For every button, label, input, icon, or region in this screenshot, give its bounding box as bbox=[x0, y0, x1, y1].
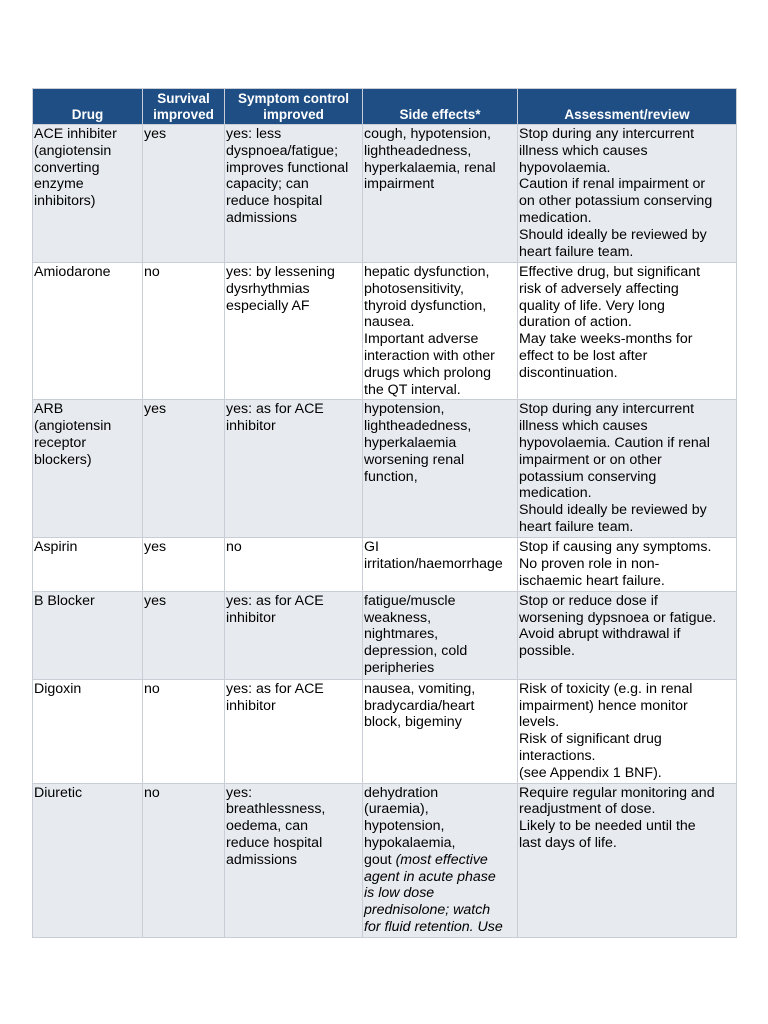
cell-symptom: yes: by lessening dysrhythmias especially AF bbox=[225, 263, 363, 400]
cell-side-effects: dehydration (uraemia), hypotension, hypokalaemia, gout (most effective agent in acute phase is low dose prednisolone; watch for fluid retention. Use bbox=[363, 783, 518, 937]
table-row bbox=[33, 679, 737, 783]
cell-side-effects: fatigue/muscle weakness, nightmares, depression, cold peripheries bbox=[363, 591, 518, 679]
drug-comparison-table bbox=[32, 88, 737, 938]
cell-survival: no bbox=[143, 783, 225, 937]
table-row bbox=[33, 591, 737, 679]
cell-assessment: Risk of toxicity (e.g. in renal impairment) hence monitor levels. Risk of significant drug interactions. (see Appendix 1 BNF). bbox=[518, 679, 737, 783]
cell-symptom: yes: as for ACE inhibitor bbox=[225, 400, 363, 538]
cell-assessment: Stop during any intercurrent illness which causes hypovolaemia. Caution if renal impairment or on other potassium conserving medication. Should ideally be reviewed by heart failure team. bbox=[518, 125, 737, 263]
header-assessment: Assessment/review bbox=[518, 89, 737, 125]
cell-symptom: yes: less dyspnoea/fatigue; improves functional capacity; can reduce hospital admissions bbox=[225, 125, 363, 263]
cell-assessment: Require regular monitoring and readjustment of dose. Likely to be needed until the last days of life. bbox=[518, 783, 737, 937]
table-row bbox=[33, 783, 737, 937]
cell-drug: ACE inhibiter (angiotensin converting enzyme inhibitors) bbox=[33, 125, 143, 263]
cell-drug: Digoxin bbox=[33, 679, 143, 783]
cell-symptom: no bbox=[225, 538, 363, 591]
cell-side-effects: nausea, vomiting, bradycardia/heart block, bigeminy bbox=[363, 679, 518, 783]
cell-survival: no bbox=[143, 263, 225, 400]
cell-survival: yes bbox=[143, 538, 225, 591]
cell-assessment: Stop if causing any symptoms. No proven role in non- ischaemic heart failure. bbox=[518, 538, 737, 591]
cell-side-effects: GI irritation/haemorrhage bbox=[363, 538, 518, 591]
cell-assessment: Stop during any intercurrent illness which causes hypovolaemia. Caution if renal impairment or on other potassium conserving medication. Should ideally be reviewed by heart failure team. bbox=[518, 400, 737, 538]
cell-symptom: yes: breathlessness, oedema, can reduce hospital admissions bbox=[225, 783, 363, 937]
cell-drug: ARB (angiotensin receptor blockers) bbox=[33, 400, 143, 538]
cell-drug: Diuretic bbox=[33, 783, 143, 937]
cell-assessment: Stop or reduce dose if worsening dypsnoea or fatigue. Avoid abrupt withdrawal if possible. bbox=[518, 591, 737, 679]
cell-symptom: yes: as for ACE inhibitor bbox=[225, 679, 363, 783]
side-effects-note: (most effective agent in acute phase is low dose prednisolone; watch for fluid retention. Use bbox=[364, 851, 503, 935]
table-row bbox=[33, 263, 737, 400]
header-side-effects: Side effects* bbox=[363, 89, 518, 125]
cell-side-effects: cough, hypotension, lightheadedness, hyperkalaemia, renal impairment bbox=[363, 125, 518, 263]
cell-drug: Amiodarone bbox=[33, 263, 143, 400]
cell-drug: B Blocker bbox=[33, 591, 143, 679]
cell-side-effects: hepatic dysfunction, photosensitivity, thyroid dysfunction, nausea. Important adverse interaction with other drugs which prolong the QT interval. bbox=[363, 263, 518, 400]
cell-survival: yes bbox=[143, 591, 225, 679]
header-survival: Survival improved bbox=[143, 89, 225, 125]
header-row bbox=[33, 89, 737, 125]
cell-drug: Aspirin bbox=[33, 538, 143, 591]
header-symptom: Symptom control improved bbox=[225, 89, 363, 125]
cell-assessment: Effective drug, but significant risk of adversely affecting quality of life. Very long duration of action. May take weeks-months for effect to be lost after discontinuation. bbox=[518, 263, 737, 400]
table-row bbox=[33, 538, 737, 591]
table-row bbox=[33, 400, 737, 538]
table-row bbox=[33, 125, 737, 263]
cell-survival: no bbox=[143, 679, 225, 783]
cell-side-effects: hypotension, lightheadedness, hyperkalaemia worsening renal function, bbox=[363, 400, 518, 538]
header-drug: Drug bbox=[33, 89, 143, 125]
cell-symptom: yes: as for ACE inhibitor bbox=[225, 591, 363, 679]
cell-survival: yes bbox=[143, 125, 225, 263]
cell-survival: yes bbox=[143, 400, 225, 538]
